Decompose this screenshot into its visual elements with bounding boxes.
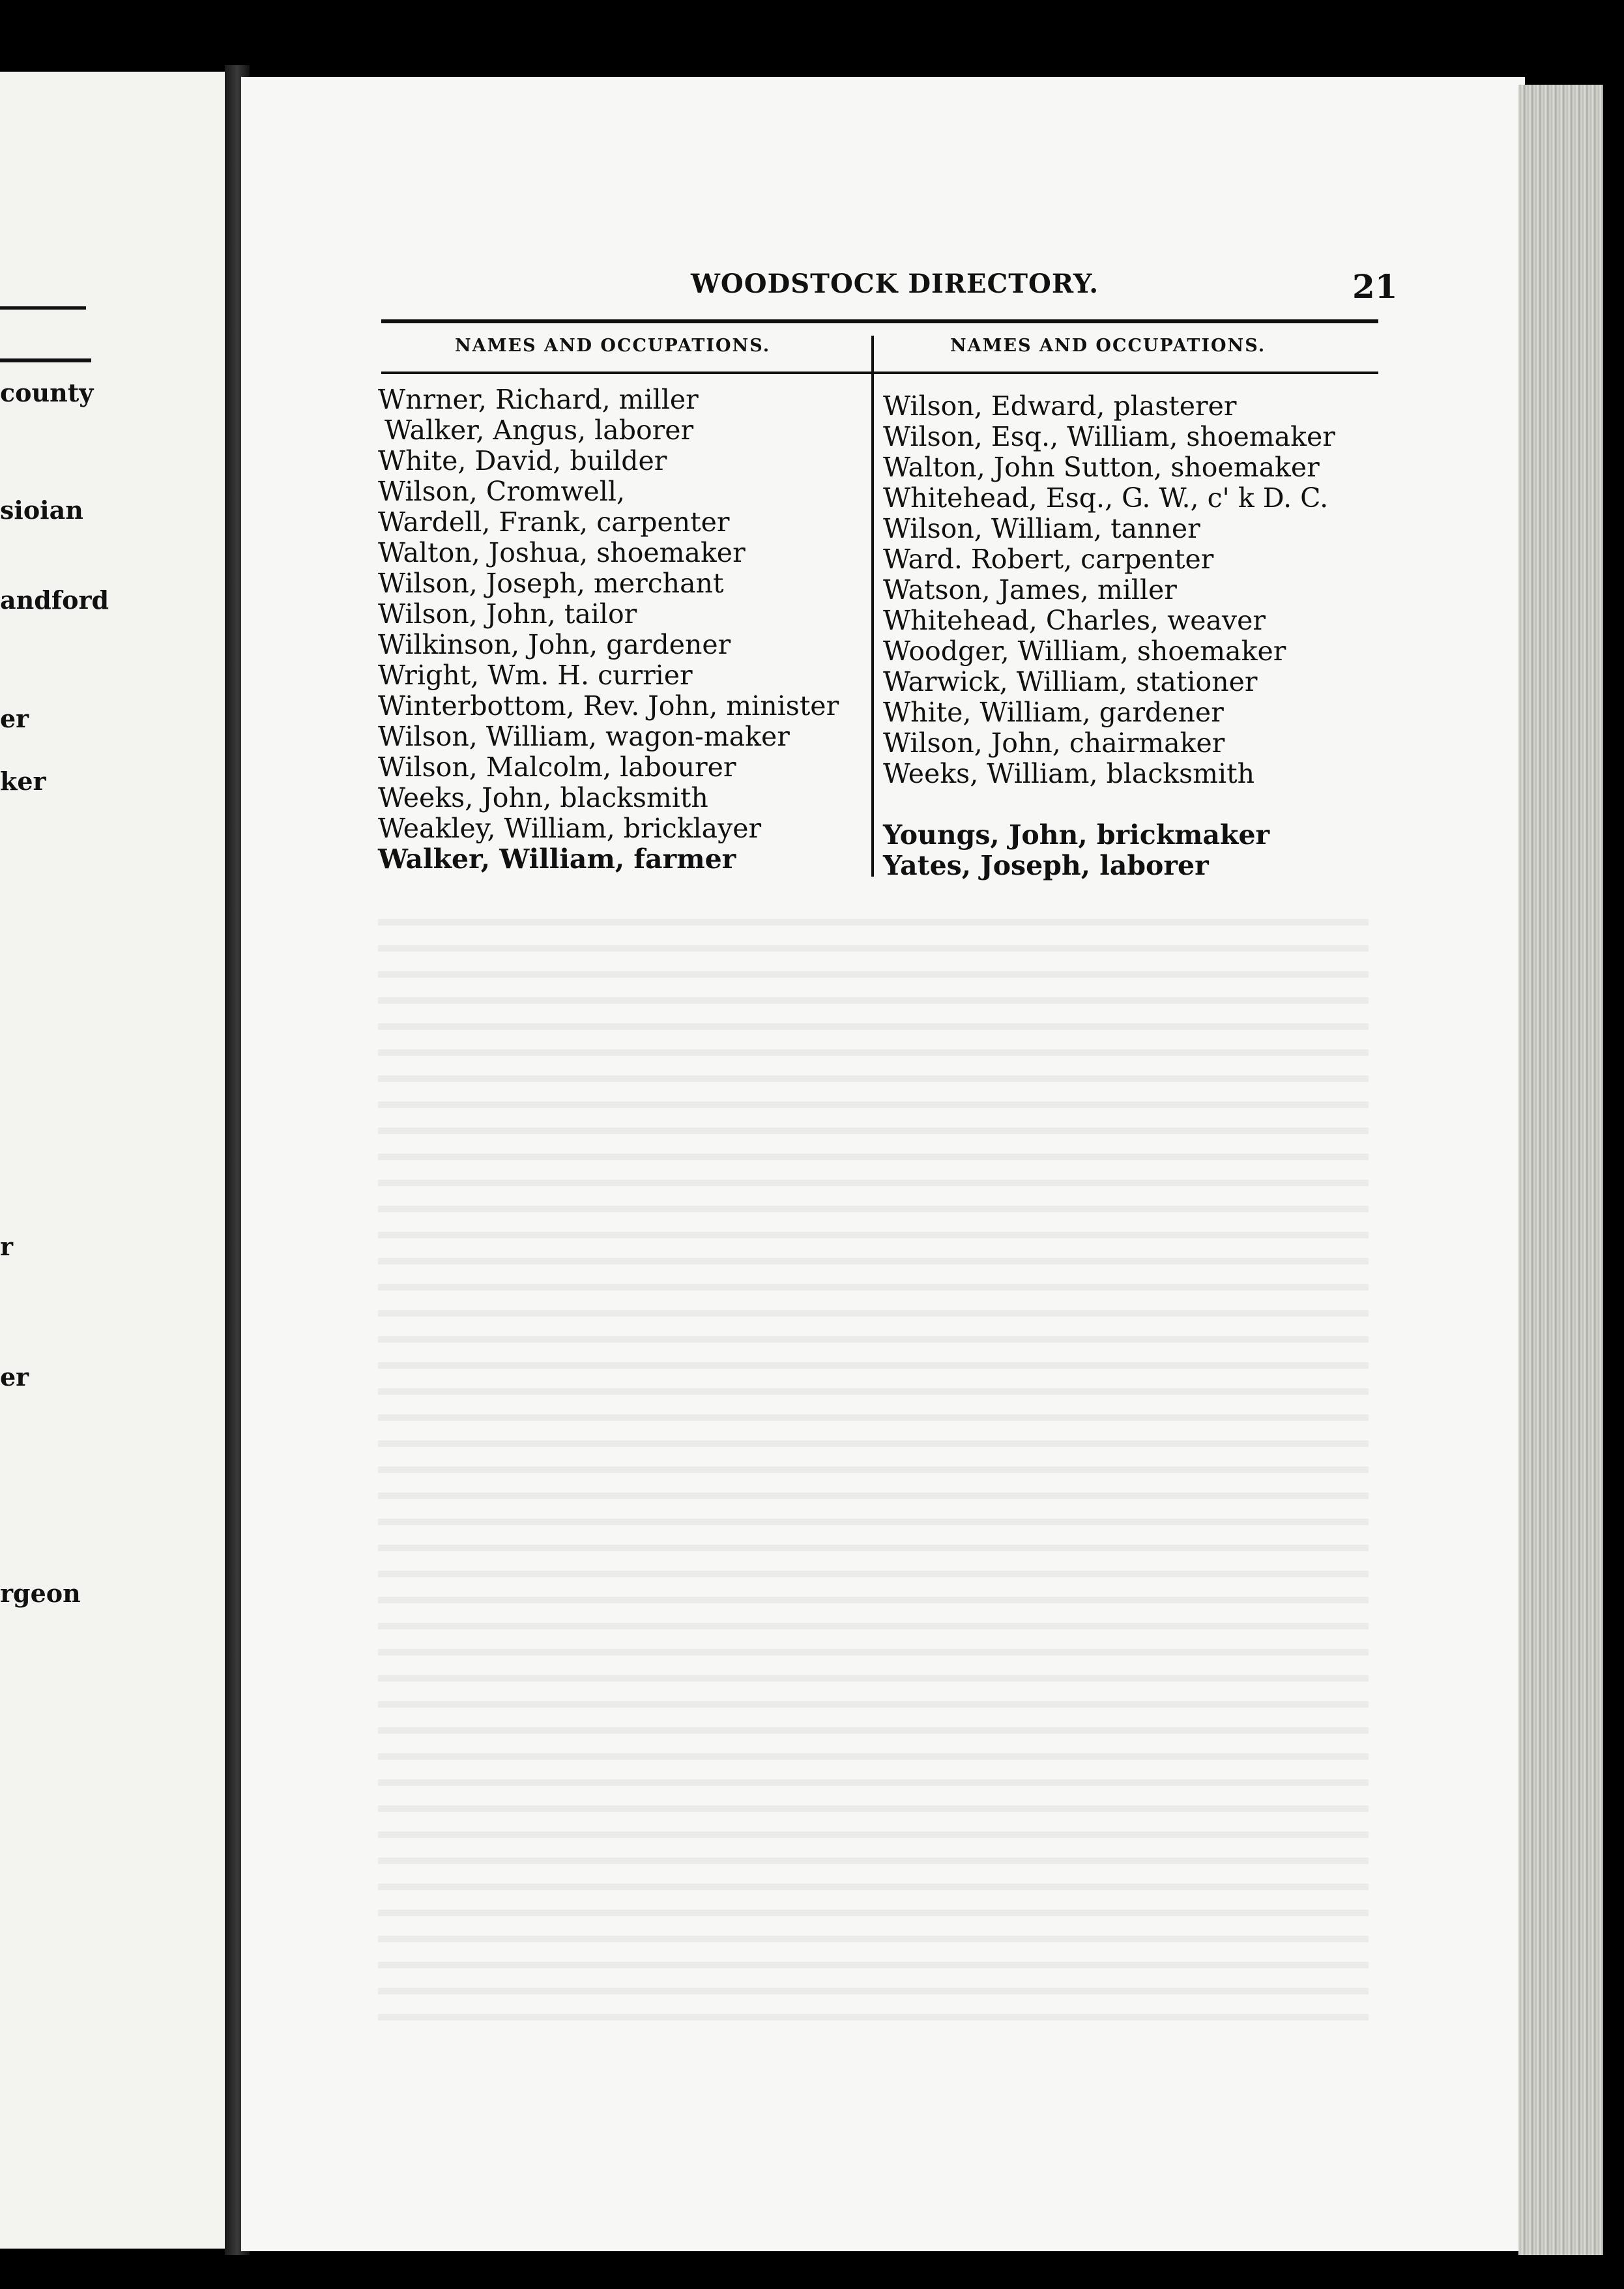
column-divider xyxy=(871,336,874,877)
left-page-fragment: county xyxy=(0,378,94,407)
directory-entry: Wilson, John, chairmaker xyxy=(883,727,1225,759)
directory-entry: Weeks, William, blacksmith xyxy=(883,758,1255,789)
column-heading-left: NAMES AND OCCUPATIONS. xyxy=(455,336,771,356)
left-page-fragment: sioian xyxy=(0,495,83,525)
left-page-fragment: rgeon xyxy=(0,1579,81,1608)
directory-entry: Walker, Angus, laborer xyxy=(384,415,694,446)
left-page-fragment: er xyxy=(0,704,29,733)
entry-list-right xyxy=(883,391,1335,881)
column-heading-rule xyxy=(381,372,1378,374)
left-page-fragment: andford xyxy=(0,585,109,615)
directory-entry: Wilson, Cromwell, xyxy=(378,476,625,507)
running-title: WOODSTOCK DIRECTORY. xyxy=(691,269,1099,299)
directory-entry: Wright, Wm. H. currier xyxy=(378,660,693,691)
directory-entry: White, William, gardener xyxy=(883,697,1224,728)
directory-entry: Warwick, William, stationer xyxy=(883,666,1258,697)
directory-entry: Yates, Joseph, laborer xyxy=(883,850,1209,881)
directory-entry: Wilson, William, wagon-maker xyxy=(378,721,790,752)
directory-entry: Watson, James, miller xyxy=(883,574,1177,605)
directory-entry: Wilson, John, tailor xyxy=(378,598,637,630)
directory-entry: Wilson, Malcolm, labourer xyxy=(378,751,736,783)
page-edges xyxy=(1518,85,1603,2255)
directory-entry: White, David, builder xyxy=(378,445,667,476)
directory-entry: Wilson, Esq., William, shoemaker xyxy=(883,421,1335,452)
directory-entry: Wnrner, Richard, miller xyxy=(378,384,699,415)
directory-entry: Ward. Robert, carpenter xyxy=(883,544,1214,575)
page-number: 21 xyxy=(1352,267,1398,306)
entry-list-left xyxy=(378,385,839,875)
directory-entry: Whitehead, Esq., G. W., c' k D. C. xyxy=(883,482,1329,514)
bleed-through-text xyxy=(378,899,1369,2034)
directory-entry: Woodger, William, shoemaker xyxy=(883,635,1286,667)
directory-entry: Youngs, John, brickmaker xyxy=(883,819,1270,851)
directory-entry: Wilkinson, John, gardener xyxy=(378,629,731,660)
directory-entry: Wilson, Edward, plasterer xyxy=(883,390,1237,422)
left-page-rule xyxy=(0,358,91,362)
directory-entry: Walton, Joshua, shoemaker xyxy=(378,537,746,568)
directory-entry: Wardell, Frank, carpenter xyxy=(378,506,730,538)
directory-entry: Whitehead, Charles, weaver xyxy=(883,605,1266,636)
directory-entry: Weakley, William, bricklayer xyxy=(378,813,762,844)
left-page-fragment: er xyxy=(0,1362,29,1392)
column-heading-right: NAMES AND OCCUPATIONS. xyxy=(950,336,1266,356)
directory-entry: Wilson, Joseph, merchant xyxy=(378,568,724,599)
directory-entry: Weeks, John, blacksmith xyxy=(378,782,708,813)
directory-entry: Winterbottom, Rev. John, minister xyxy=(378,690,839,722)
previous-page-fragment xyxy=(0,72,225,2249)
header-rule xyxy=(381,319,1378,323)
directory-entry: Wilson, William, tanner xyxy=(883,513,1200,544)
directory-entry: Walton, John Sutton, shoemaker xyxy=(883,452,1320,483)
left-page-fragment: ker xyxy=(0,766,46,796)
directory-entry: Walker, William, farmer xyxy=(378,843,736,875)
left-page-rule xyxy=(0,306,86,310)
left-page-fragment: r xyxy=(0,1232,14,1261)
